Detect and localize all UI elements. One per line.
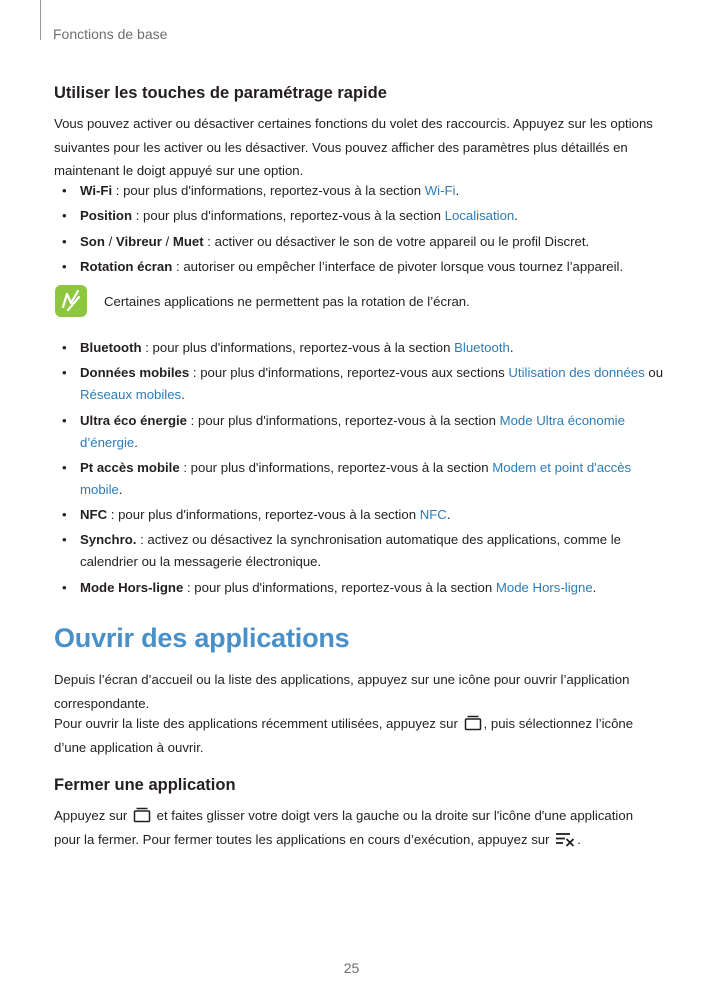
list-item: • Position : pour plus d'informations, reportez-vous à la section Localisation. — [62, 208, 518, 224]
list-item: • Ultra éco énergie : pour plus d'informations, reportez-vous à la section Mode Ultra économie d’énergie. — [62, 412, 625, 450]
section-title-quick-settings: Utiliser les touches de paramétrage rapide — [54, 84, 387, 102]
link-localisation[interactable]: Localisation — [444, 208, 515, 224]
list-item: • Rotation écran : autoriser ou empêcher l’interface de pivoter lorsque vous tournez l’appareil. — [62, 258, 624, 274]
list-item: • NFC : pour plus d'informations, reportez-vous à la section NFC. — [62, 507, 451, 523]
note-icon — [54, 284, 88, 318]
list-item: • Données mobiles : pour plus d'informations, reportez-vous aux sections Utilisation des données ou Réseaux mobiles. — [62, 365, 664, 403]
header-rule — [40, 0, 41, 40]
recent-apps-icon — [464, 715, 482, 731]
quick-settings-list-1 — [54, 180, 664, 281]
link-bluetooth[interactable]: Bluetooth — [454, 340, 510, 355]
close-all-icon — [555, 831, 575, 847]
list-item: • Bluetooth : pour plus d'informations, reportez-vous à la section Bluetooth. — [62, 340, 514, 355]
list-item: • Wi-Fi : pour plus d'informations, reportez-vous à la section Wi-Fi. — [62, 183, 460, 198]
list-item: • Mode Hors-ligne : pour plus d'informations, reportez-vous à la section Mode Hors-ligne. — [62, 579, 597, 595]
link-offline-mode[interactable]: Mode Hors-ligne — [495, 579, 593, 595]
section-intro: Vous pouvez activer ou désactiver certaines fonctions du volet des raccourcis. Appuyez sur les options suivantes pour les activer ou les désactiver. Vous pouvez afficher des paramètres plus détaillés en maintenant le doigt appuyé sur une option. — [54, 116, 653, 178]
running-head: Fonctions de base — [53, 26, 168, 42]
link-data-usage[interactable]: Utilisation des données — [508, 365, 645, 381]
section-title-open-apps: Ouvrir des applications — [54, 623, 350, 653]
link-nfc[interactable]: NFC — [419, 507, 447, 523]
recent-apps-icon — [133, 807, 151, 823]
subsection-title-close-app: Fermer une application — [54, 776, 236, 794]
list-item: • Son / Vibreur / Muet : activer ou désactiver le son de votre appareil ou le profil Discret. — [62, 233, 590, 249]
link-wifi[interactable]: Wi-Fi — [424, 183, 456, 198]
quick-settings-list-2 — [54, 337, 664, 602]
list-item: • Pt accès mobile : pour plus d'informations, reportez-vous à la section Modem et point d'accès mobile. — [62, 459, 632, 497]
link-mobile-networks[interactable]: Réseaux mobiles — [80, 387, 182, 403]
link-ultra-power-saving[interactable]: Mode Ultra économie d’énergie — [80, 412, 625, 450]
open-apps-paragraph-2: Pour ouvrir la liste des applications récemment utilisées, appuyez sur , puis sélectionnez l’icône d’une application à ouvrir. — [54, 716, 634, 755]
close-app-paragraph: Appuyez sur et faites glisser votre doigt vers la gauche ou la droite sur l'icône d'une application pour la fermer. Pour fermer toutes les applications en cours d’exécution, appuyez sur . — [54, 808, 634, 847]
note-text: Certaines applications ne permettent pas la rotation de l’écran. — [104, 294, 470, 309]
list-item: • Synchro. : activez ou désactivez la synchronisation automatique des applications, comme le calendrier ou la messagerie électronique. — [62, 532, 621, 570]
page-number: 25 — [343, 960, 360, 976]
link-hotspot[interactable]: Modem et point d'accès mobile — [80, 459, 632, 497]
open-apps-paragraph-1: Depuis l’écran d’accueil ou la liste des applications, appuyez sur une icône pour ouvrir l’application correspondante. — [54, 672, 630, 711]
